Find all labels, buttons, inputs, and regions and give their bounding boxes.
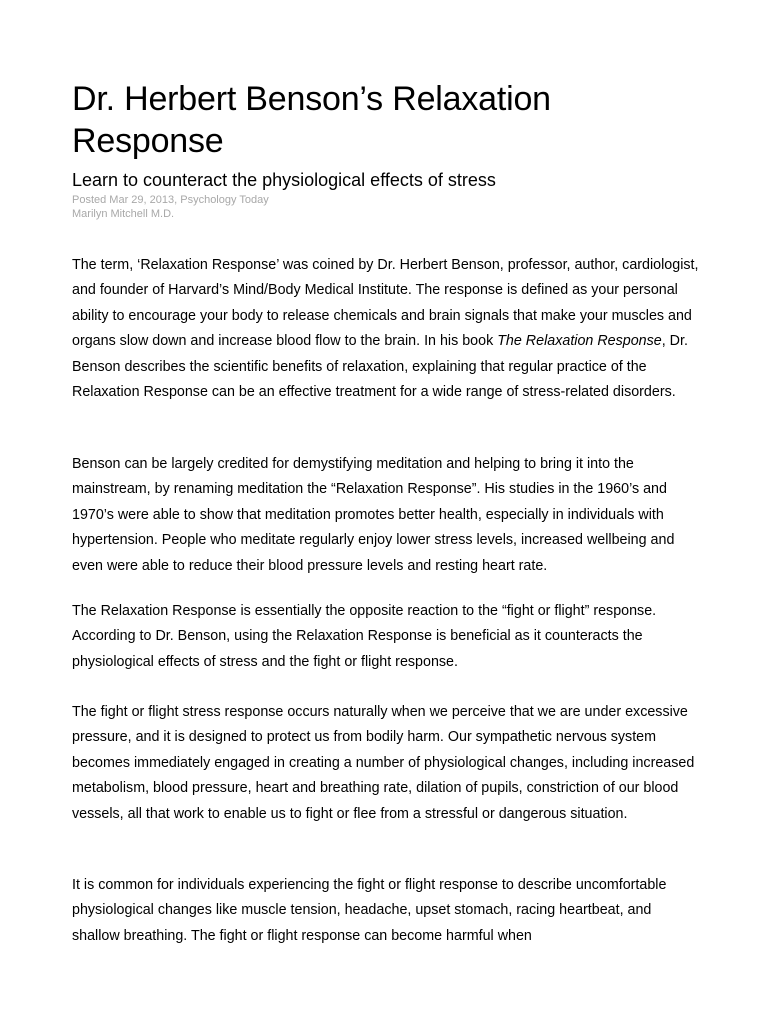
paragraph-4: The fight or flight stress response occurs naturally when we perceive that we are under excessive pressure, and it is designed to protect us from bodily harm. Our sympathetic nervous system becomes immediately engaged in creating a number of physiological changes, including increased metabolism, blood pressure, heart and breathing rate, dilation of pupils, constriction of our blood vessels, all that work to enable us to fight or flee from a stressful or dangerous situation. [72, 704, 695, 822]
article-subtitle: Learn to counteract the physiological effects of stress [72, 170, 496, 190]
book-title: The Relaxation Response [497, 333, 662, 350]
posted-date-source: Posted Mar 29, 2013, Psychology Today [72, 194, 269, 206]
paragraph-5: It is common for individuals experiencing the fight or flight response to describe uncomfortable physiological changes like muscle tension, headache, upset stomach, racing heartbeat, and shallow breathing. The fight or flight response can become harmful when [72, 877, 667, 944]
paragraph-1 [72, 253, 700, 405]
paragraph-3: The Relaxation Response is essentially the opposite reaction to the “fight or flight” response. According to Dr. Benson, using the Relaxation Response is beneficial as it counteracts the physiological effects of stress and the fight or flight response. [72, 603, 657, 670]
paragraph-1-text-start: The term, ‘Relaxation Response’ was coined by Dr. Herbert Benson, professor, author, cardiologist, and founder of Harvard’s Mind/Body Medical Institute. The response is defined as your personal ability to encourage your body to release chemicals and brain signals that make your muscles and organs slow down and increase blood flow to the brain. In his book [72, 257, 699, 350]
paragraph-2: Benson can be largely credited for demystifying meditation and helping to bring it into the mainstream, by renaming meditation the “Relaxation Response”. His studies in the 1960’s and 1970’s were able to show that meditation promotes better health, especially in individuals with hypertension. People who meditate regularly enjoy lower stress levels, increased wellbeing and even were able to reduce their blood pressure levels and resting heart rate. [72, 456, 675, 574]
author-name: Marilyn Mitchell M.D. [72, 208, 175, 220]
article-title: Dr. Herbert Benson’s Relaxation Response [72, 80, 551, 160]
paragraph-1-text-end: , Dr. Benson describes the scientific benefits of relaxation, explaining that regular practice of the Relaxation Response can be an effective treatment for a wide range of stress-related disorders. [72, 333, 688, 401]
